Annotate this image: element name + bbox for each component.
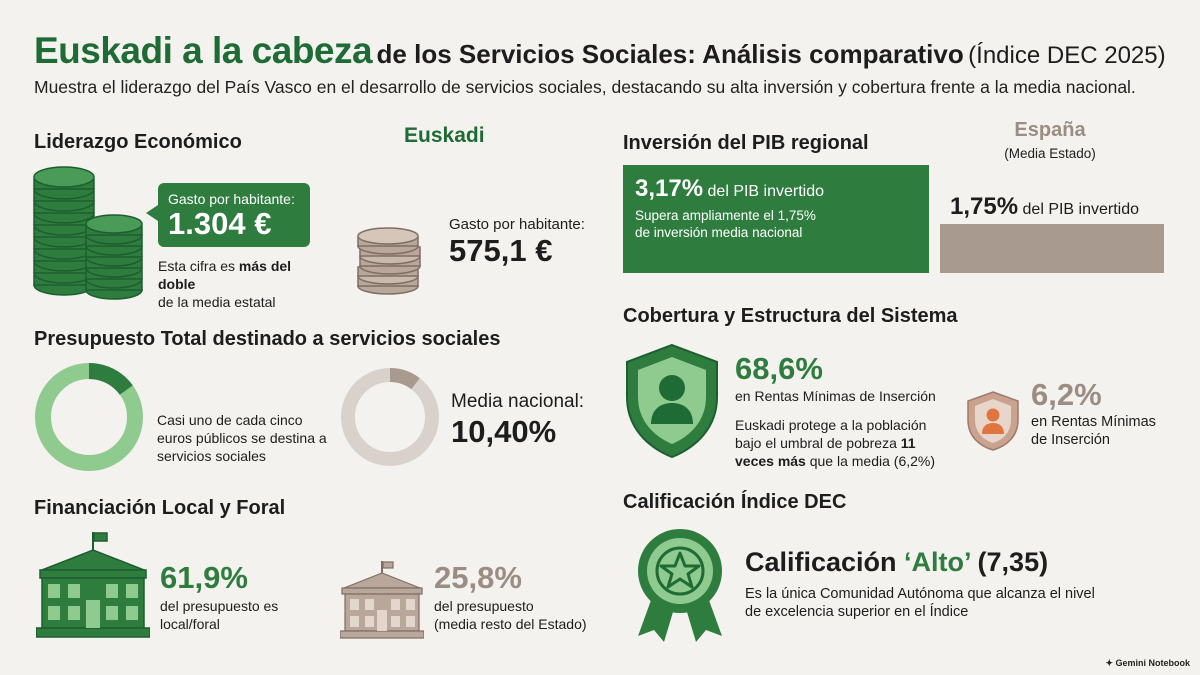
cobertura-spain-pct: 6,2% bbox=[1031, 377, 1102, 412]
award-badge-icon bbox=[632, 526, 728, 646]
pib-euskadi-pct: 3,17% bbox=[635, 175, 704, 202]
donut-chart-nacional bbox=[340, 367, 440, 467]
section-title-cobertura: Cobertura y Estructura del Sistema bbox=[623, 305, 958, 327]
pib-euskadi-pct-label: del PIB invertido bbox=[707, 183, 825, 200]
spain-subtitle: (Media Estado) bbox=[1004, 146, 1096, 161]
calificacion-text: Es la única Comunidad Autónoma que alcanza el nivel de excelencia superior en el Índice bbox=[745, 586, 1095, 620]
pib-spain-bar bbox=[940, 224, 1164, 273]
title-main: Euskadi a la cabeza bbox=[34, 30, 373, 71]
cobertura-note: Euskadi protege a la población bajo el umbral de pobreza 11 veces más que la media (6,2%) bbox=[735, 417, 936, 469]
coin-stack-icon bbox=[32, 165, 147, 300]
pib-euskadi-box bbox=[623, 165, 929, 273]
section-title-presupuesto: Presupuesto Total destinado a servicios sociales bbox=[34, 328, 501, 350]
page-subtitle: Muestra el liderazgo del País Vasco en el desarrollo de servicios sociales, destacando su alta inversión y cobertura frente a la media nacional. bbox=[34, 77, 1136, 97]
pib-spain-value: 1,75% del PIB invertido bbox=[950, 193, 1140, 220]
donut-track-nacional bbox=[348, 375, 432, 459]
presupuesto-nacional-value: 10,40% bbox=[451, 414, 557, 449]
calificacion-headline: Calificación ‘Alto’ (7,35) bbox=[745, 547, 1049, 577]
section-title-economico: Liderazgo Económico bbox=[34, 131, 242, 153]
title-tail: (Índice DEC 2025) bbox=[968, 42, 1166, 69]
government-building-icon bbox=[36, 530, 150, 638]
section-title-calificacion: Calificación Índice DEC bbox=[623, 491, 847, 513]
euskadi-gasto-callout bbox=[158, 183, 310, 247]
section-title-financiacion: Financiación Local y Foral bbox=[34, 497, 286, 519]
page-title bbox=[34, 30, 1166, 72]
presupuesto-euskadi-text: Casi uno de cada cinco euros públicos se destina a servicios sociales bbox=[157, 412, 327, 464]
footer-brand: ✦ Gemini Notebook bbox=[1105, 658, 1190, 668]
shield-person-small-icon bbox=[965, 390, 1021, 452]
cobertura-euskadi-pct: 68,6% bbox=[735, 351, 823, 386]
pib-euskadi-note: Supera ampliamente el 1,75% de inversión media nacional bbox=[635, 208, 816, 240]
euskadi-gasto-note: Esta cifra es más del doble de la media estatal bbox=[158, 258, 292, 310]
presupuesto-nacional-label: Media nacional: bbox=[451, 391, 585, 412]
callout-label: Gasto por habitante: bbox=[168, 191, 295, 207]
euskadi-label: Euskadi bbox=[404, 124, 485, 147]
financiacion-estado-label: del presupuesto (media resto del Estado) bbox=[434, 598, 587, 632]
financiacion-euskadi-pct: 61,9% bbox=[160, 560, 248, 595]
shield-person-icon bbox=[622, 342, 722, 460]
financiacion-euskadi-label: del presupuesto es local/foral bbox=[160, 598, 279, 632]
cobertura-spain-label: en Rentas Mínimas de Inserción bbox=[1031, 414, 1156, 448]
financiacion-estado-pct: 25,8% bbox=[434, 560, 522, 595]
cobertura-euskadi-label: en Rentas Mínimas de Inserción bbox=[735, 388, 936, 404]
government-building-small-icon bbox=[340, 560, 424, 640]
coin-stack-small-icon bbox=[354, 222, 426, 298]
donut-chart-euskadi bbox=[34, 362, 144, 472]
section-title-pib: Inversión del PIB regional bbox=[623, 132, 869, 154]
spain-gasto-label: Gasto por habitante: bbox=[449, 216, 585, 233]
spain-title: España bbox=[1014, 119, 1086, 141]
title-rest: de los Servicios Sociales: Análisis comparativo bbox=[376, 39, 964, 69]
spain-gasto-value: 575,1 € bbox=[449, 233, 553, 268]
callout-value: 1.304 € bbox=[168, 206, 272, 241]
